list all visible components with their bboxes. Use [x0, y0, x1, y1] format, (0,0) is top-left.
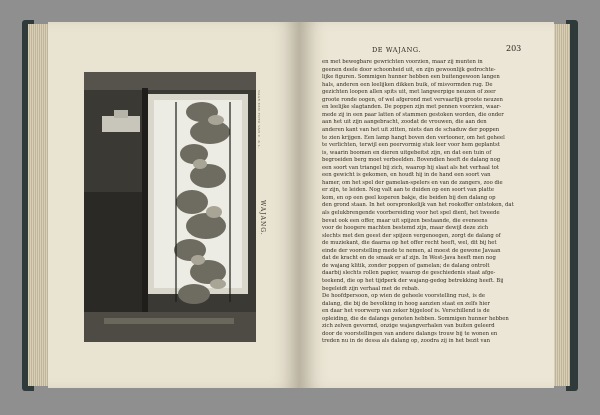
text-line: De hoofdpersoon, op wien de geheele voorstelling rust, is de — [322, 293, 486, 300]
text-line: teekend, die op het tijdperk der wajang-gedog betrekking heeft. Bij — [322, 277, 504, 284]
text-line: hamer, om het spel der gamelan-spelers en van de zangers, zoo die — [322, 179, 503, 186]
text-line: een gewicht is gekomen, en houdt hij in de hand een soort van — [322, 172, 491, 179]
wajang-photo-image — [84, 72, 256, 342]
text-line: er zijn, te leiden. Nog valt aan te duiden op een soort van platte — [322, 187, 495, 194]
text-line: gezichten loopen allen spits uit, met langwerpige neuzen of zeer — [322, 89, 496, 96]
text-line: treden nu in de dessa als dalang op, zoodra zij in het bezit van — [322, 338, 491, 345]
text-line: de wajang klitik, zonder poppen of gamelan; de dalang ontrolt — [322, 262, 490, 269]
text-line: is, waarin boomen en dieren uitgebeitst zijn, en dat een tuin of — [322, 149, 492, 156]
wajang-photograph — [84, 72, 256, 342]
running-head: DE WAJANG. — [372, 46, 422, 54]
text-line: een soort van triangel bij zich, waarop hij slaat als het verhaal tot — [322, 164, 499, 171]
plate-caption: WAJANG. — [259, 200, 266, 236]
page-edges-left — [28, 24, 50, 386]
text-line: de muziekant, die daarna op het offer recht heeft, wel, dit bij het — [322, 240, 497, 247]
text-line: groote ronde oogen, of wel afgerond met vervaarlijk groote neuzen — [322, 96, 503, 103]
text-line: einde der voorstelling mede te nemen, al moest de gewone Javaan — [322, 247, 501, 254]
text-line: daarbij slechts rollen papier, waarop de geschiedenis staat afge- — [322, 270, 496, 277]
text-line: opleiding, die de dalangs genoten hebben. Sommigen hunner hebben — [322, 315, 509, 322]
text-line: te verlichten, terwijl een peervormig stuk leer voor hem geplantst — [322, 142, 500, 149]
text-line: dat de kracht en de smaak er af zijn. In West-Java heeft men nog — [322, 255, 496, 262]
text-line: slechts met den geest der spijzen vergenoegen, zorgt de dalang of — [322, 232, 501, 239]
text-line: bevat ook een offer, maar uit spijzen bestaande, die eveneens — [322, 217, 488, 224]
text-line: begeleidt zijn verhaal met de rebab. — [322, 285, 420, 292]
text-line: door de voorstellingen van andere dalangs trouw bij te wonen en — [322, 330, 498, 337]
text-line: en daar het voorwerp van zeker bijgeloof is. Verschillend is de — [322, 308, 490, 315]
page-edges-right — [552, 24, 570, 386]
text-line: zich zelven gevormd, onzige wajangverhalen van buiten geleerd — [322, 323, 495, 330]
text-line: te zien krijgen. Een lamp hangt boven den vertooner, om het geheel — [322, 134, 505, 141]
text-line: aan het uit zijn aangebracht, zoodat de vrouwen, die aan den — [322, 119, 487, 126]
plate-credit: NAAR EEN FOTO VAN C. & L. — [257, 90, 261, 149]
text-line: en leelijke slagtanden. De poppen zijn met pennen voorzien, waar- — [322, 104, 502, 111]
text-line: voor de hoogere machten bestemd zijn, maar dewijl deze zich — [322, 225, 489, 232]
text-line: begroeiden berg moet verbeelden. Bovendien heeft de dalang nog — [322, 157, 501, 164]
text-line: als gelukbrengende voorbereiding voor het spel dient, het tweede — [322, 210, 500, 216]
text-line: en met bewegbare gewrichten voorzien, maar zij munten in — [322, 59, 483, 65]
text-line: geenen deele door schoonheid uit, en zijn gewoonlijk gedrochte- — [322, 66, 496, 73]
text-line: hals, anderen een leelijken dikken buik, of misvormden rug. De — [322, 81, 493, 88]
text-line: mede zij in een paar latten of stammen gestoken worden, die onder — [322, 111, 504, 118]
text-line: dalang, die bij de bevolking in hoog aanzien staat en zelfs hier — [322, 300, 490, 307]
page-number: 203 — [506, 44, 522, 53]
text-line: anderen kant van het uit zitten, niets dan de schaduw der poppen — [322, 126, 500, 133]
text-line: kom, en op een geel koperen bakje, die beiden bij den dalang op — [322, 194, 496, 201]
text-line: lijke figuren. Sommigen hunner hebben een buitengewoon langen — [322, 74, 500, 81]
text-line: den grond staan. In het oorspronkelijk van het rookoffer ontstoken, dat — [322, 202, 514, 209]
